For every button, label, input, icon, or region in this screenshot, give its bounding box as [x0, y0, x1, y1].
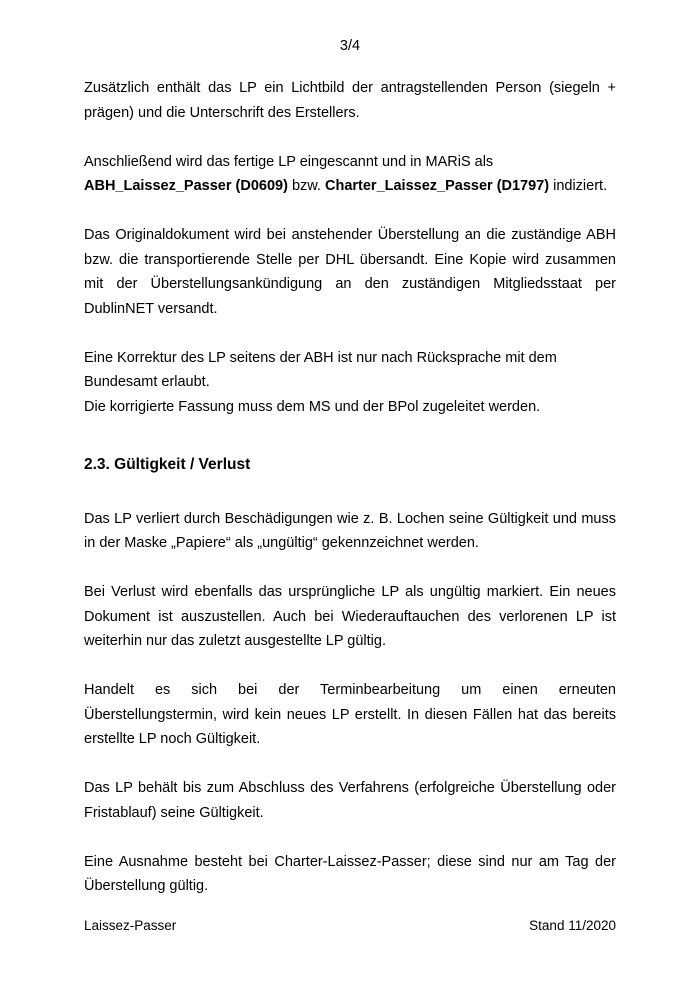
page-number: 3/4	[339, 38, 361, 54]
code-charter-laissez-passer: Charter_Laissez_Passer (D1797)	[325, 178, 550, 194]
paragraph-corrected-version: Die korrigierte Fassung muss dem MS und der BPol zugeleitet werden.	[84, 398, 541, 415]
paragraph-new-appointment: Handelt es sich bei der Terminbearbeitung um einen erneuten Überstellungstermin, wird kein neues LP erstellt. In diesen Fällen hat das bereits erstellte LP noch Gültigkeit.	[84, 682, 616, 747]
paragraph-scan-index	[84, 150, 616, 199]
scan-index-end: indiziert.	[549, 178, 608, 194]
document-body	[84, 76, 616, 899]
paragraph-correction: Eine Korrektur des LP seitens der ABH ist nur nach Rücksprache mit dem Bundesamt erlaubt.	[84, 349, 557, 390]
footer-title: Laissez-Passer	[84, 918, 177, 933]
paragraph-charter-exception: Eine Ausnahme besteht bei Charter-Laissez-Passer; diese sind nur am Tag der Überstellung gültig.	[84, 853, 616, 894]
paragraph-validity-period: Das LP behält bis zum Abschluss des Verfahrens (erfolgreiche Überstellung oder Fristablauf) seine Gültigkeit.	[84, 780, 616, 821]
section-heading: 2.3. Gültigkeit / Verlust	[84, 456, 251, 473]
paragraph-original-shipping: Das Originaldokument wird bei anstehender Überstellung an die zuständige ABH bzw. die transportierende Stelle per DHL übersandt. Eine Kopie wird zusammen mit der Überstellungsankündigung an den zuständigen Mitgliedsstaat per DublinNET versandt.	[84, 227, 616, 317]
page-footer	[84, 918, 616, 933]
paragraph-loss: Bei Verlust wird ebenfalls das ursprüngliche LP als ungültig markiert. Ein neues Dokument ist auszustellen. Auch bei Wiederauftauchen des verlorenen LP ist weiterhin nur das zuletzt ausgestellte LP gültig.	[84, 584, 616, 649]
paragraph-damage: Das LP verliert durch Beschädigungen wie z. B. Lochen seine Gültigkeit und muss in der Maske „Papiere“ als „ungültig“ gekennzeichnet werden.	[84, 510, 616, 551]
footer-version: Stand 11/2020	[529, 918, 616, 933]
scan-index-line1: Anschließend wird das fertige LP eingescannt und in MARiS als	[84, 153, 494, 170]
paragraph-photo-signature: Zusätzlich enthält das LP ein Lichtbild der antragstellenden Person (siegeln + prägen) und die Unterschrift des Erstellers.	[84, 80, 616, 121]
scan-index-connector: bzw.	[287, 178, 325, 194]
code-abh-laissez-passer: ABH_Laissez_Passer (D0609)	[84, 178, 288, 194]
